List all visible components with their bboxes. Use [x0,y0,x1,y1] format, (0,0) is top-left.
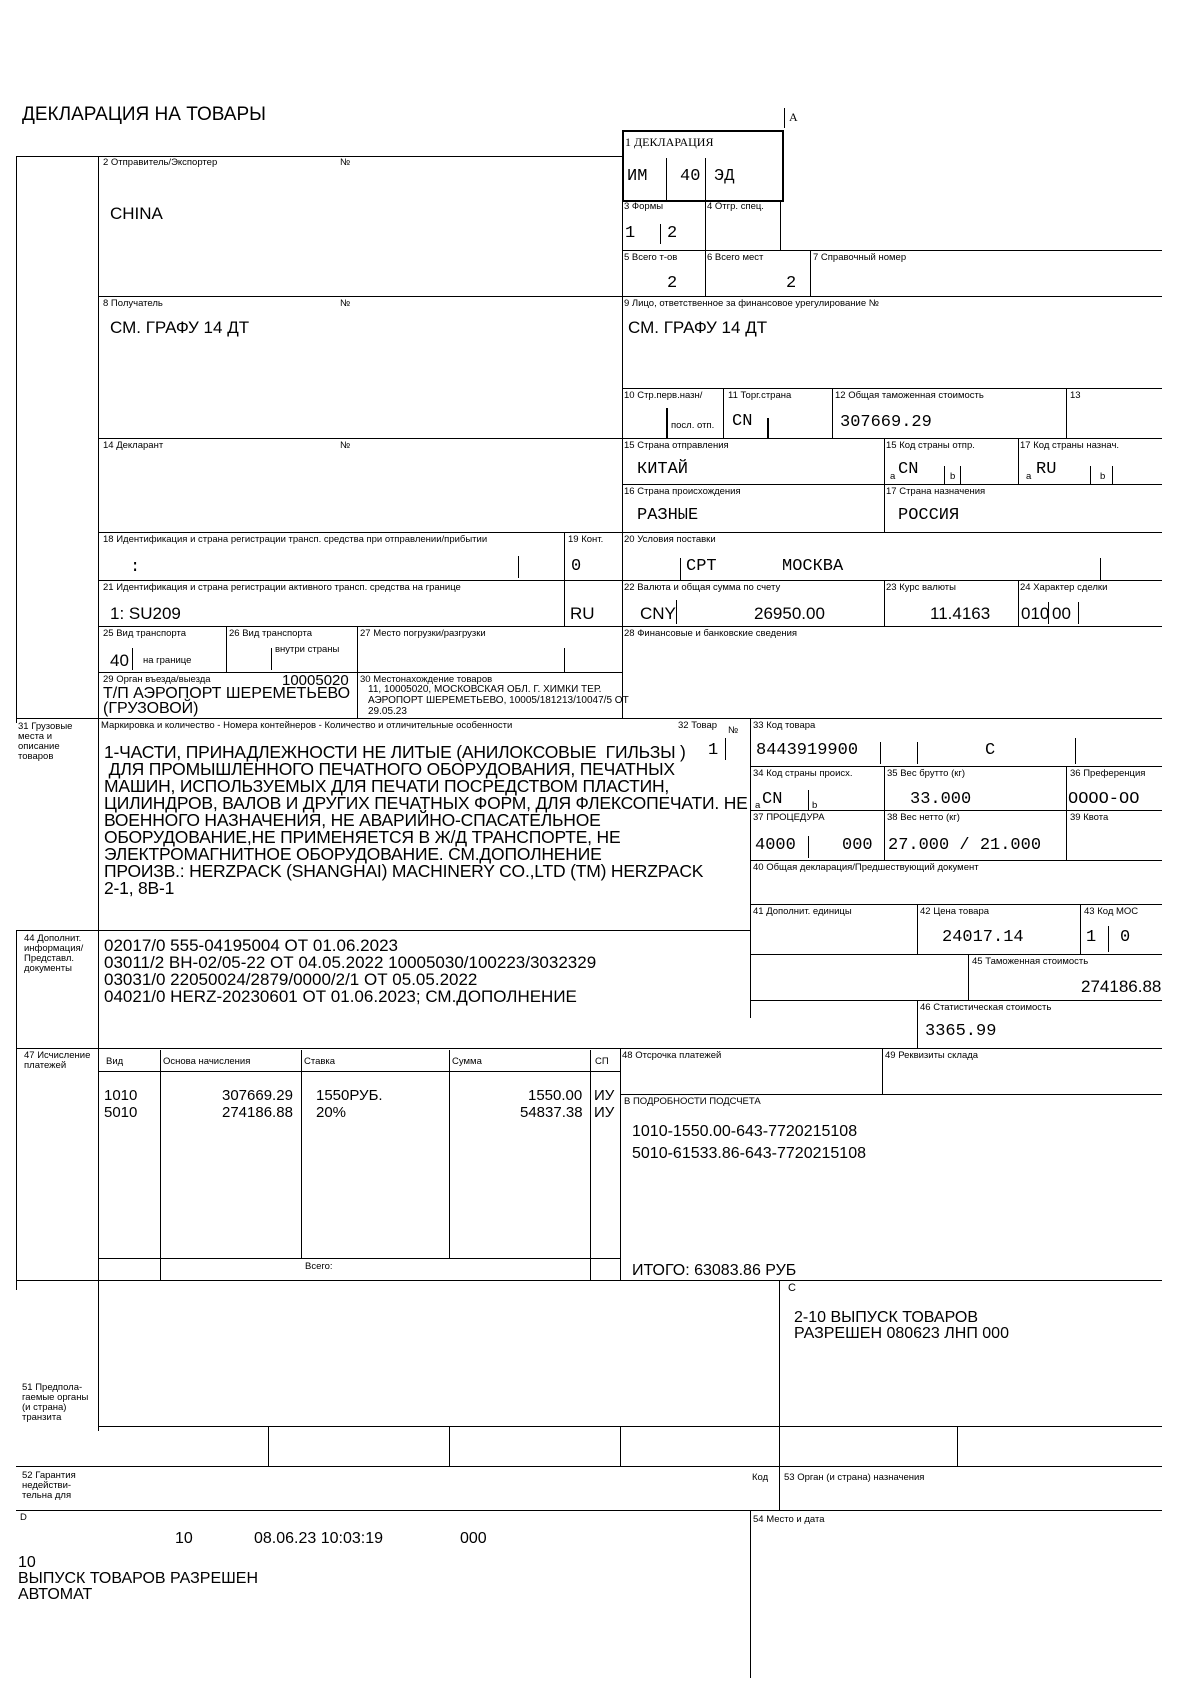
rule [810,250,811,296]
box34-label: 34 Код страны происх. [753,768,853,779]
pay-sp-2: ИУ [594,1104,615,1121]
box20-label: 20 Условия поставки [624,534,716,545]
box15a-a: a [890,471,896,482]
box13-label: 13 [1070,390,1081,401]
rule [779,1466,780,1510]
rule [620,1426,621,1466]
rule [968,954,969,1000]
rule [268,1426,269,1466]
rule [917,1000,918,1048]
pay-sum-1: 1550.00 [528,1087,583,1104]
rule [1078,602,1079,624]
mos-code-1: 1 [1086,928,1097,947]
box32-no: № [728,725,739,736]
box39-label: 39 Квота [1070,812,1109,823]
d-line-1: 10 [18,1554,36,1571]
total-places: 2 [786,274,797,293]
rule [98,626,1162,627]
rule [16,718,1162,719]
rule [98,1071,620,1072]
rule [705,158,706,200]
col-sum: Сумма [452,1056,482,1067]
goods-location-2: АЭРОПОРТ ШЕРЕМЕТЬЕВО, 10005/181213/10047/5 ОТ [368,695,629,706]
invoice-amount: 26950.00 [754,604,825,623]
box16-label: 16 Страна происхождения [624,486,741,497]
rule [750,860,1162,861]
declaration-type: ИМ [627,167,648,186]
destination-code: RU [1036,460,1057,479]
rule [1018,580,1019,626]
col-sp: СП [595,1056,609,1067]
box47-label: 47 Исчисление платежей [24,1050,91,1071]
active-transport-country: RU [570,604,595,623]
rule [750,1510,751,1678]
box42-label: 42 Цена товара [920,906,990,917]
rule [16,1510,1162,1511]
rule [767,418,769,438]
forms-1: 1 [625,224,636,243]
box37-label: 37 ПРОЦЕДУРА [753,812,825,823]
financial-person: СМ. ГРАФУ 14 ДТ [628,318,768,337]
rule [750,766,1162,767]
rule [1090,466,1091,484]
box28-label: 28 Финансовые и банковские сведения [624,628,798,639]
forms-2: 2 [667,224,678,243]
entry-office-name: Т/П АЭРОПОРТ ШЕРЕМЕТЬЕВО [103,685,351,702]
rule [666,408,668,438]
pay-rate-1: 1550РУБ. [316,1087,383,1104]
divider [784,108,785,128]
box31-label: 31 Грузовые места и описание товаров [18,721,73,762]
customs-value: 274186.88 [1081,977,1162,996]
rule [622,580,623,626]
rule [1100,558,1101,580]
goods-location-1: 11, 10005020, МОСКОВСКАЯ ОБЛ. Г. ХИМКИ ТЕР. [368,684,602,695]
box25-label: 25 Вид транспорта [103,628,186,639]
box6-label: 6 Всего мест [707,252,764,263]
total-customs-value: 307669.29 [840,413,932,432]
box44-label: 44 Дополнит. информация/ Представл. документы [24,933,84,974]
rule [98,1258,620,1259]
box31-header: Маркировка и количество - Номера контейнеров - Количество и отличительные особенности [101,720,513,731]
rule [226,626,227,672]
rule [622,388,1162,389]
rule [1108,926,1109,952]
commodity-code-extra: С [985,741,996,760]
rule [16,930,750,931]
box40-label: 40 Общая декларация/Предшествующий документ [753,862,979,873]
rule [808,836,809,858]
rule [564,648,565,672]
pay-base-2: 274186.88 [222,1104,293,1121]
net-weight: 27.000 / 21.000 [888,836,1042,855]
rule [98,532,1162,533]
entry-office-name-2: (ГРУЗОВОЙ) [103,700,199,717]
d-num: 000 [460,1530,487,1547]
consignee: СМ. ГРАФУ 14 ДТ [110,318,250,337]
rule [666,158,667,200]
d-datetime: 08.06.23 10:03:19 [254,1530,384,1547]
box17-label: 17 Страна назначения [886,486,986,497]
box4-label: 4 Отгр. спец. [707,201,764,212]
destination-country: РОССИЯ [898,506,960,525]
box10-label: 10 Стр.перв.назн/ [624,390,703,401]
exchange-rate: 11.4163 [930,604,991,623]
rule [301,1050,302,1258]
rule [564,580,565,626]
box23-label: 23 Курс валюты [886,582,956,593]
preference: ОООО-ОО [1068,790,1140,809]
payment-details-label: В ПОДРОБНОСТИ ПОДСЧЕТА [624,1096,761,1107]
rule [622,532,623,582]
rule [16,156,98,157]
rule [622,438,623,532]
statistical-value: 3365.99 [925,1022,997,1041]
rule [622,484,1162,485]
payment-line-1: 1010-1550.00-643-7720215108 [632,1123,858,1140]
box19-label: 19 Конт. [568,534,604,545]
rule [1018,438,1019,484]
box34-a: a [755,800,761,811]
rule [705,250,706,296]
commodity-code: 8443919900 [756,741,859,760]
col-base: Основа начисления [163,1056,251,1067]
rule [564,532,565,582]
rule [357,626,358,672]
entry-office-code: 10005020 [282,672,349,689]
box25-sub: на границе [143,655,192,666]
rule [884,580,885,626]
box15a-b: b [950,471,956,482]
rule [917,904,918,954]
box21-label: 21 Идентификация и страна регистрации активного трансп. средства на границе [103,582,461,593]
goods-location-3: 29.05.23 [368,706,407,717]
rule [1066,766,1067,860]
rule [779,1280,780,1426]
box7-label: 7 Справочный номер [813,252,907,263]
rule [622,250,1162,251]
exporter: CHINA [110,204,163,223]
rule [449,1050,450,1258]
box17a-b: b [1100,471,1106,482]
box43-label: 43 Код МОС [1084,906,1139,917]
rule [944,466,945,484]
rule [620,1094,1162,1095]
rule [882,1048,883,1094]
box27-label: 27 Место погрузки/разгрузки [360,628,486,639]
rule [960,466,961,484]
corner-d: D [20,1512,27,1523]
box52-code: Код [752,1472,769,1483]
box46-label: 46 Статистическая стоимость [920,1002,1052,1013]
declaration-procedure: 40 [680,167,701,186]
box45-label: 45 Таможенная стоимость [972,956,1089,967]
payment-total: ИТОГО: 63083.86 РУБ [632,1262,797,1279]
rule [1112,466,1113,484]
rule [880,742,881,764]
rule [98,156,99,1431]
delivery-place: МОСКВА [782,557,844,576]
box3-label: 3 Формы [624,201,664,212]
doc-line-3: 03031/0 22050024/2879/0000/2/1 ОТ 05.05.2022 [104,970,478,989]
box2-label: 2 Отправитель/Экспортер [103,157,218,168]
rule [16,930,17,1050]
pay-sp-1: ИУ [594,1087,615,1104]
departure-code: CN [898,460,919,479]
box22-label: 22 Валюта и общая сумма по счету [624,582,781,593]
page-title: ДЕКЛАРАЦИЯ НА ТОВАРЫ [22,104,266,125]
box24-label: 24 Характер сделки [1020,582,1108,593]
origin-country: РАЗНЫЕ [637,506,699,525]
box5-label: 5 Всего т-ов [624,252,678,263]
rule [98,438,1162,439]
procedure-2: 000 [842,836,873,855]
rule [917,742,918,764]
mos-code-2: 0 [1120,928,1131,947]
release-line-2: РАЗРЕШЕН 080623 ЛНП 000 [794,1325,1009,1342]
rule [779,1426,780,1466]
pay-base-1: 307669.29 [222,1087,293,1104]
box17a-a: a [1026,471,1032,482]
box14-no: № [340,440,351,451]
box8-label: 8 Получатель [103,298,163,309]
active-transport: 1: SU209 [110,604,181,623]
rule [622,198,623,458]
box14-label: 14 Декларант [103,440,164,451]
box18-label: 18 Идентификация и страна регистрации трансп. средства при отправлении/прибытии [103,534,488,545]
delivery-term: CPT [686,557,717,576]
rule [832,388,833,438]
box15-label: 15 Страна отправления [624,440,729,451]
declaration-form: ЭД [714,167,735,186]
rule [750,1000,1162,1001]
rule [160,1050,161,1280]
release-line-1: 2-10 ВЫПУСК ТОВАРОВ [794,1309,979,1326]
rule [98,1426,1162,1427]
rule [357,672,358,718]
doc-line-1: 02017/0 555-04195004 ОТ 01.06.2023 [104,936,398,955]
box9-label: 9 Лицо, ответственное за финансовое урегулирование № [624,298,879,309]
rule [750,718,751,1018]
rule [723,388,724,438]
total-items: 2 [667,274,678,293]
box26-sub: внутри страны [275,644,340,655]
rule [1080,904,1081,954]
pay-kind-2: 5010 [104,1104,138,1121]
rule [16,156,17,723]
rule [518,556,519,578]
doc-line-4: 04021/0 HERZ-20230601 ОТ 01.06.2023; СМ.ДОПОЛНЕНИЕ [104,987,577,1006]
item-number: 1 [708,741,719,760]
rule [1075,738,1076,764]
box29-label: 29 Орган въезда/выезда [103,674,211,685]
transaction-nature-1: 010 [1021,604,1050,623]
box30-label: 30 Местонахождение товаров [360,674,493,685]
rule [98,580,1162,581]
box10-sub: посл. отп. [671,420,715,431]
border-transport-mode: 40 [110,651,129,670]
rule [132,648,133,670]
corner-a: А [789,110,798,124]
rule [590,1050,591,1280]
box26-label: 26 Вид транспорта [229,628,312,639]
rule [884,766,885,860]
box38-label: 38 Вес нетто (кг) [887,812,960,823]
departure-country: КИТАЙ [637,460,689,479]
rule [957,1426,958,1466]
box1-label: 1 ДЕКЛАРАЦИЯ [625,135,714,149]
box35-label: 35 Вес брутто (кг) [887,768,966,779]
rule [16,1466,1162,1467]
rule [1066,388,1067,438]
d-line-2: ВЫПУСК ТОВАРОВ РАЗРЕШЕН [18,1570,259,1587]
rule [680,558,681,580]
box53-label: 53 Орган (и страна) назначения [784,1472,925,1483]
box17a-label: 17 Код страны назнач. [1020,440,1120,451]
box51-label: 51 Предпола- гаемые органы (и страна) транзита [22,1382,89,1423]
doc-line-2: 03011/2 ВН-02/05-22 ОТ 04.05.2022 10005030/100223/3032329 [104,953,597,972]
box33-label: 33 Код товара [753,720,816,731]
pay-rate-2: 20% [316,1104,347,1121]
rule [16,1280,1162,1281]
origin-country-code: CN [762,790,783,809]
rule [620,1048,621,1280]
container-flag: 0 [571,557,582,576]
box11-label: 11 Торг.страна [728,390,792,401]
box52-label: 52 Гарантия недействи- тельна для [22,1470,76,1501]
rule [98,672,622,673]
pay-sum-2: 54837.38 [520,1104,583,1121]
box41-label: 41 Дополнит. единицы [753,906,852,917]
payment-line-2: 5010-61533.86-643-7720215108 [632,1145,866,1162]
transport-id: : [130,558,141,577]
box49-label: 49 Реквизиты склада [885,1050,979,1061]
d-line-3: АВТОМАТ [18,1586,93,1603]
box2-no: № [340,157,351,168]
rule [660,224,661,244]
item-price: 24017.14 [942,928,1024,947]
box48-label: 48 Отсрочка платежей [622,1050,722,1061]
procedure-1: 4000 [755,836,796,855]
col-kind: Вид [106,1056,124,1067]
box12-label: 12 Общая таможенная стоимость [835,390,984,401]
rule [884,438,885,532]
rule [750,954,1162,955]
rule [750,904,1162,905]
corner-c: С [788,1282,796,1294]
rule [271,648,272,670]
box54-label: 54 Место и дата [753,1514,825,1525]
trade-country: CN [732,412,753,431]
rule [16,1050,17,1290]
rule [98,296,1162,297]
pay-kind-1: 1010 [104,1087,138,1104]
box36-label: 36 Преференция [1070,768,1146,779]
col-rate: Ставка [304,1056,336,1067]
box34-b: b [812,800,818,811]
total-label: Всего: [305,1261,333,1272]
rule [16,1048,1162,1049]
box8-no: № [340,298,351,309]
rule [676,600,677,624]
gross-weight: 33.000 [910,790,972,809]
box15a-label: 15 Код страны отпр. [886,440,975,451]
box32-label: 32 Товар [678,720,718,731]
d-code: 10 [175,1530,193,1547]
rule [808,790,809,810]
rule [705,200,706,250]
invoice-currency: CNY [640,604,676,623]
rule [780,200,781,250]
transaction-nature-2: 00 [1052,604,1071,623]
rule [449,1426,450,1466]
goods-description: 1-ЧАСТИ, ПРИНАДЛЕЖНОСТИ НЕ ЛИТЫЕ (АНИЛОКСОВЫЕ ГИЛЬЗЫ ) ДЛЯ ПРОМЫШЛЕННОГО ПЕЧАТНОГО ОБОРУДОВАНИЯ, ПЕЧАТНЫХ МАШИН, ИСПОЛЬЗУЕМЫХ ДЛЯ ПЕЧАТИ ПОСРЕДСТВОМ ПЛАСТИН, ЦИЛИНДРОВ, ВАЛОВ И ДРУГИХ ПЕЧАТНЫХ ФОРМ, ДЛЯ ФЛЕКСОПЕЧАТИ. НЕ ВОЕННОГО НАЗНАЧЕНИЯ, НЕ АВАРИЙНО-СПАСАТЕЛЬНОЕ ОБОРУДОВАНИЕ,НЕ ПРИМЕНЯЕТСЯ В Ж/Д ТРАНСПОРТЕ, НЕ ЭЛЕКТРОМАГНИТНОЕ ОБОРУДОВАНИЕ. СМ.ДОПОЛНЕНИЕ ПРОИЗВ.: HERZPACK (SHANGHAI) MACHINERY CO.,LTD (TM) HERZPACK 2-1, 8В-1 [104,742,748,898]
